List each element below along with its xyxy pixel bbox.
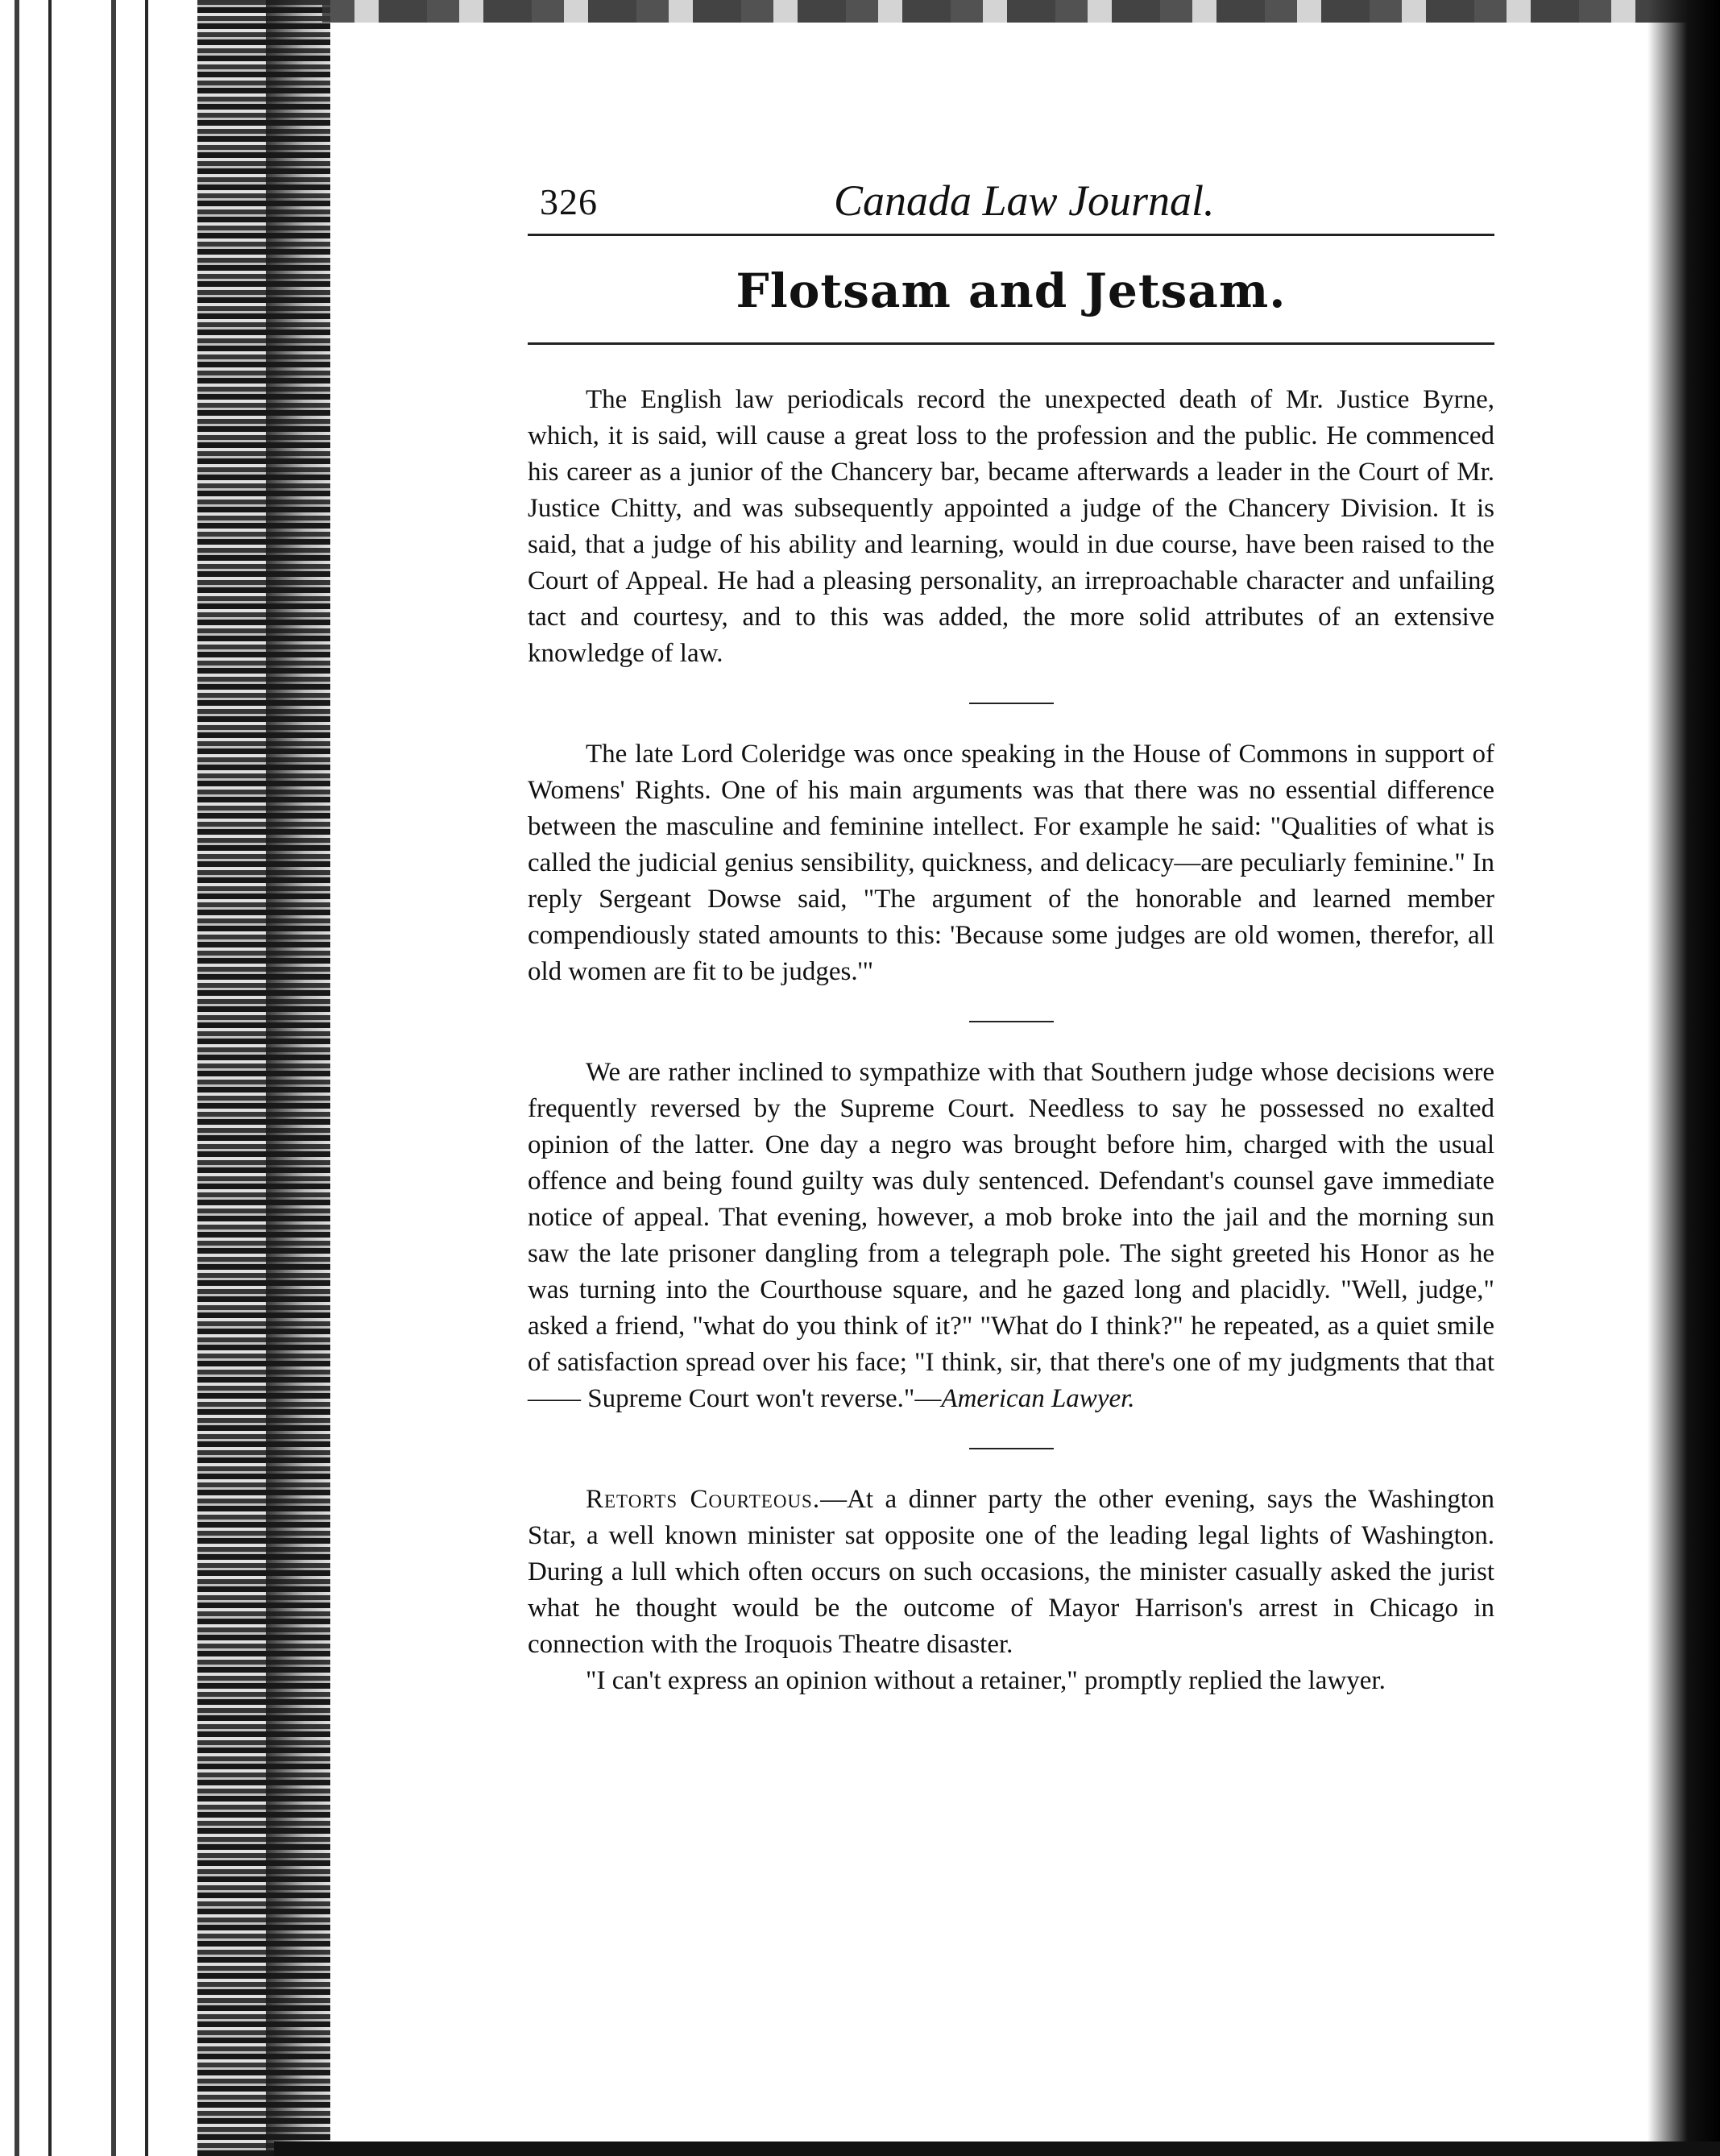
retorts-body: —At a dinner party the other evening, says the Washington Star, a well known minister sat opposite one of the leading legal lights of Washington. During a lull which often occurs on such occasions, the minister casually asked the jurist what he thought would be the outcome of Mayor Harrison's arrest in Chicago in connection with the Iroquois Theatre disaster. <box>528 1485 1494 1659</box>
paragraph-byrne: The English law periodicals record the unexpected death of Mr. Justice Byrne, which, it is said, will cause a great loss to the profession and the public. He commenced his career as a junior of the Chancery bar, became afterwards a leader in the Court of Mr. Justice Chitty, and was subsequently appointed a judge of the Chancery Division. It is said, that a judge of his ability and learning, would in due course, have been raised to the Court of Appeal. He had a pleasing personality, an irreproachable character and unfailing tact and courtesy, and to this was added, the more solid attributes of an extensive knowledge of law. <box>528 385 1494 668</box>
scan-bottom-edge <box>274 2141 1720 2156</box>
separator-rule <box>969 1021 1054 1022</box>
paragraph-southern-judge <box>528 1055 1494 1417</box>
page-header <box>528 169 1494 234</box>
paragraph-coleridge: The late Lord Coleridge was once speaking in the House of Commons in support of Womens' Rights. One of his main arguments was that there was no essential difference between the masculine and feminine intellect. For example he said: "Qualities of what is called the judicial genius sensibility, quickness, and delicacy—are peculiarly feminine." In reply Sergeant Dowse said, "The argument of the honorable and learned member compendiously stated amounts to this: 'Because some judges are old women, therefor, all old women are fit to be judges.'" <box>528 740 1494 986</box>
journal-title: Canada Law Journal. <box>834 176 1215 225</box>
paragraph-southern-judge-text: We are rather inclined to sympathize with that Southern judge whose decisions were frequently reversed by the Supreme Court. Needless to say he possessed no exalted opinion of the latter. One day a negro was brought before him, charged with the usual offence and being found guilty was duly sentenced. Defendant's counsel gave immediate notice of appeal. That evening, however, a mob broke into the jail and the morning sun saw the late prisoner dangling from a telegraph pole. The sight greeted his Honor as he was turning into the Courthouse square, and he gazed long and placidly. "Well, judge," asked a friend, "what do you think of it?" "What do I think?" he repeated, as a quiet smile of satisfaction spread over his face; "I think, sir, that there's one of my judgments that that —— Supreme Court won't reverse."— <box>528 1058 1494 1413</box>
paragraph-retorts <box>528 1482 1494 1663</box>
section-title: Flotsam and Jetsam. <box>736 263 1287 318</box>
scan-top-edge <box>322 0 1720 23</box>
separator-rule <box>969 703 1054 704</box>
scan-right-edge <box>1647 0 1720 2156</box>
journal-page <box>528 169 1494 1699</box>
scan-gutter <box>0 0 330 2156</box>
retorts-heading: Retorts Courteous. <box>586 1485 821 1514</box>
paragraph-retorts-reply: "I can't express an opinion without a retainer," promptly replied the lawyer. <box>586 1666 1386 1695</box>
separator-rule <box>969 1448 1054 1449</box>
page-number: 326 <box>540 181 598 222</box>
header-rule <box>528 234 1494 236</box>
source-citation: American Lawyer. <box>941 1384 1135 1413</box>
title-rule <box>528 342 1494 345</box>
